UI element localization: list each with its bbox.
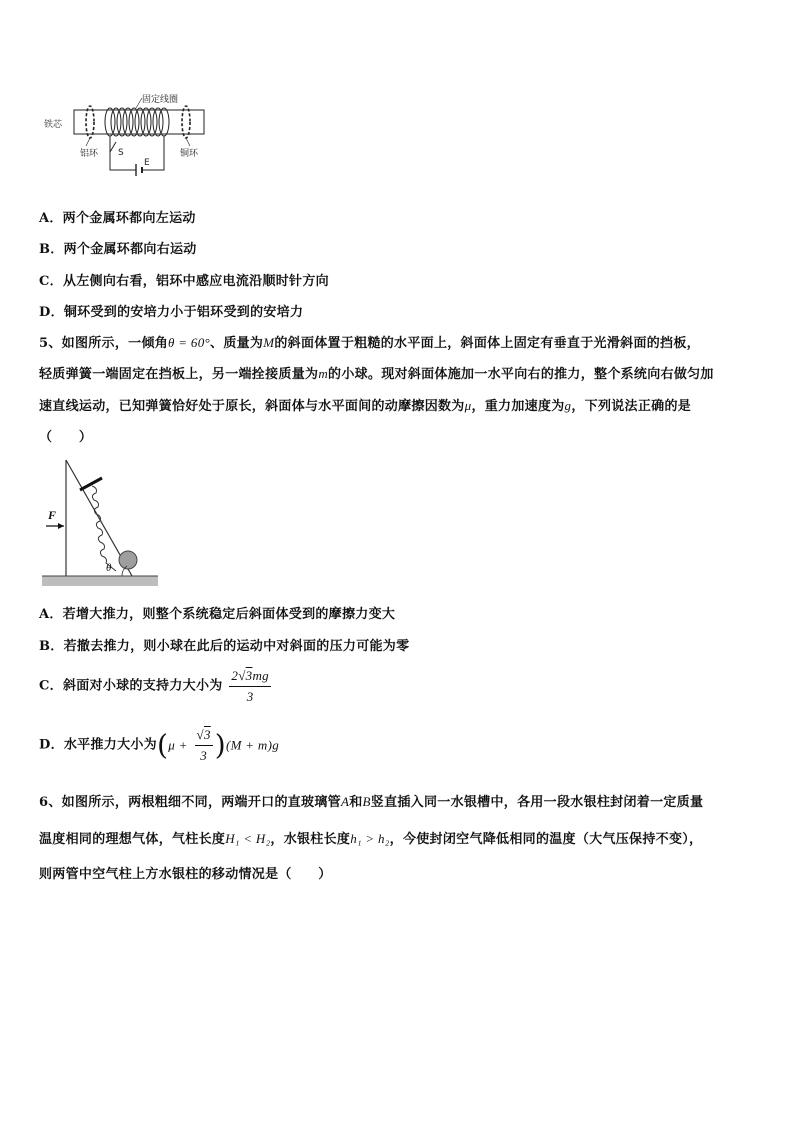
q4-option-d: D．铜环受到的安培力小于铝环受到的安培力 xyxy=(39,305,304,320)
mu-plus: μ + xyxy=(168,737,188,753)
q5-line-2 xyxy=(39,363,714,382)
incline-diagram xyxy=(42,452,162,590)
paren-close: ) xyxy=(214,728,226,762)
mu-symbol: μ xyxy=(464,398,472,413)
sqrt-arg: 3 xyxy=(203,727,211,742)
label-fixed-coil: 固定线圈 xyxy=(142,95,179,105)
q5-text: ，下列说法正确的是 xyxy=(571,399,692,414)
h-relation: h₁ > h₂ xyxy=(350,831,390,846)
q5-line-3 xyxy=(39,395,691,414)
q4-option-b: B．两个金属环都向右运动 xyxy=(39,242,197,257)
mass-sum-g: (M + m)g xyxy=(225,737,280,753)
q5-text: 速直线运动，已知弹簧恰好处于原长，斜面体与水平面间的动摩擦因数为 xyxy=(39,399,465,414)
option-c-fraction xyxy=(229,667,271,706)
q5-text: 、质量为 xyxy=(210,336,264,351)
q5-text: 5、如图所示，一倾角 xyxy=(39,336,169,351)
incline-figure xyxy=(42,452,162,590)
q5-text: 的斜面体置于粗糙的水平面上，斜面体上固定有垂直于光滑斜面的挡板， xyxy=(274,336,700,351)
label-force-F: F xyxy=(48,508,57,522)
label-cu-ring: 铜环 xyxy=(180,149,199,159)
q6-text: 和 xyxy=(349,795,363,810)
q5-line-1 xyxy=(39,332,700,351)
q4-option-c: C．从左侧向右看，铝环中感应电流沿顺时针方向 xyxy=(39,274,329,289)
option-c-text: C．斜面对小球的支持力大小为 xyxy=(39,678,223,694)
q6-text: 6、如图所示，两根粗细不同，两端开口的直玻璃管 xyxy=(39,795,341,810)
q5-option-d xyxy=(39,726,279,765)
label-switch: S xyxy=(118,148,124,158)
fraction-numerator: √3 xyxy=(195,726,213,746)
q6-line-3: 则两管中空气柱上方水银柱的移动情况是（ ） xyxy=(39,867,332,882)
option-d-fraction xyxy=(195,726,213,765)
q5-option-b: B．若撤去推力，则小球在此后的运动中对斜面的压力可能为零 xyxy=(39,639,410,654)
fraction-numerator: 2√3mg xyxy=(229,667,271,687)
num-mg: mg xyxy=(252,668,269,683)
label-angle-theta: θ xyxy=(106,562,112,574)
label-iron-core: 铁芯 xyxy=(44,120,63,130)
paren-open: ( xyxy=(156,728,169,762)
mass-m: m xyxy=(318,366,329,381)
q4-option-a: A．两个金属环都向左运动 xyxy=(39,211,196,226)
mass-M: M xyxy=(263,335,275,350)
label-al-ring: 铝环 xyxy=(80,149,99,159)
label-battery: E xyxy=(144,158,150,168)
coil-diagram xyxy=(44,92,224,188)
q6-text: 温度相同的理想气体，气柱长度 xyxy=(39,832,226,847)
q5-option-c xyxy=(39,667,273,706)
fraction-denominator: 3 xyxy=(246,689,254,704)
q6-text: ，水银柱长度 xyxy=(270,832,351,847)
tube-B: B xyxy=(362,794,371,809)
option-d-text: D．水平推力大小为 xyxy=(39,737,157,753)
q5-option-a: A．若增大推力，则整个系统稳定后斜面体受到的摩擦力变大 xyxy=(39,607,396,622)
sqrt-arg: 3 xyxy=(245,668,253,683)
q5-answer-paren: （ ） xyxy=(39,430,93,445)
g-symbol: g xyxy=(564,398,572,413)
num-coef: 2 xyxy=(231,668,239,683)
q5-text: 轻质弹簧一端固定在挡板上，另一端拴接质量为 xyxy=(39,367,319,382)
q6-text: 竖直插入同一水银槽中，各用一段水银柱封闭着一定质量 xyxy=(370,795,704,810)
H-relation: H₁ < H₂ xyxy=(225,831,271,846)
q6-text: ，今使封闭空气降低相同的温度（大气压保持不变）， xyxy=(389,832,703,847)
q6-line-2 xyxy=(39,828,702,847)
q5-text: ，重力加速度为 xyxy=(471,399,565,414)
tube-A: A xyxy=(340,794,350,809)
fraction-denominator: 3 xyxy=(200,748,208,763)
q6-line-1 xyxy=(39,791,703,810)
theta-value: θ = 60° xyxy=(168,335,211,350)
coil-figure xyxy=(44,92,224,188)
q5-text: 的小球。现对斜面体施加一水平向右的推力，整个系统向右做匀加 xyxy=(328,367,714,382)
